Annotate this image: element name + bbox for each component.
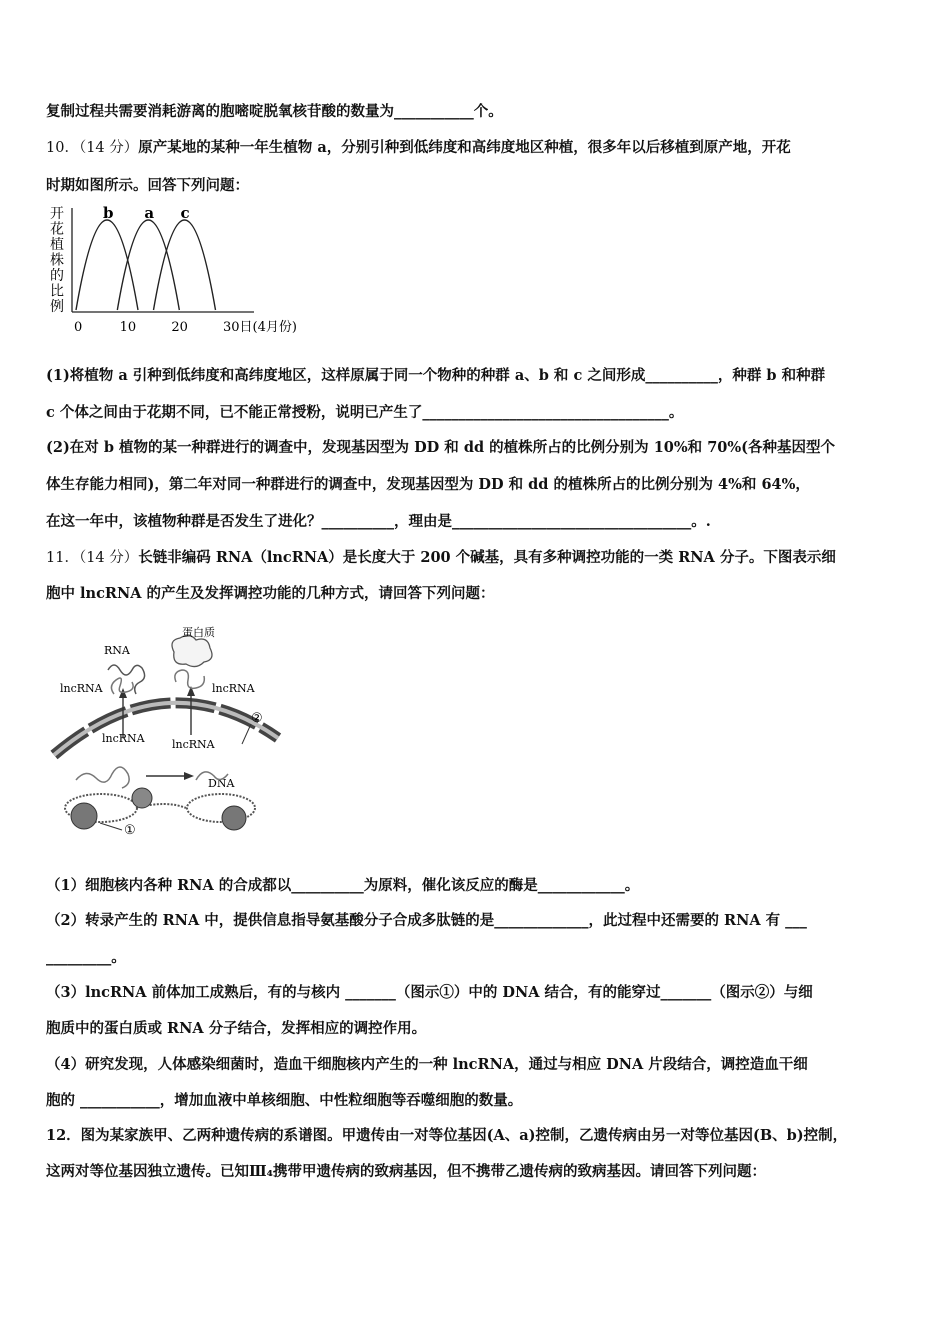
curve-label-c: c (180, 204, 190, 222)
q10-p1-line1: (1)将植物 a 引种到低纬度和高纬度地区，这样原属于同一个物种的种群 a、b 和 c 之间形成__________，种群 b 和种群 (46, 367, 826, 384)
process-arrowhead (184, 772, 194, 780)
q10-p2-line3: 在这一年中，该植物种群是否发生了进化？__________，理由是_________________________________。. (46, 513, 711, 530)
label-lncrna-top-right: lncRNA (212, 682, 255, 695)
q12-line2: 这两对等位基因独立遗传。已知Ⅲ₄携带甲遗传病的致病基因，但不携带乙遗传病的致病基因。请回答下列问题： (46, 1163, 767, 1180)
ylabel-char: 开 (50, 206, 64, 222)
q10-p2-line2: 体生存能力相同)，第二年对同一种群进行的调查中，发现基因型为 DD 和 dd 的植株所占的比例分别为 4%和 64%， (46, 476, 810, 493)
q11-p1: （1）细胞核内各种 RNA 的合成都以__________为原料，催化该反应的酶是____________。 (46, 877, 640, 894)
curve-label-b: b (103, 204, 114, 222)
ylabel-char: 例 (50, 299, 64, 315)
chart-ylabel (50, 206, 64, 315)
x-tick-label: 30日(4月份) (223, 320, 296, 335)
ylabel-char: 的 (50, 268, 64, 284)
nucleosome-left (71, 803, 97, 829)
q11-p4-line1: （4）研究发现，人体感染细菌时，造血干细胞核内产生的一种 lncRNA，通过与相应 DNA 片段结合，调控造血干细 (46, 1056, 808, 1073)
q12-line1: 12．图为某家族甲、乙两种遗传病的系谱图。甲遗传由一对等位基因(A、a)控制，乙遗传病由另一对等位基因(B、b)控制， (46, 1127, 848, 1144)
flowering-chart (46, 204, 296, 343)
ylabel-char: 比 (50, 283, 64, 300)
q11-p2-line2: _________。 (46, 949, 126, 966)
complex-left (132, 788, 152, 808)
curve-b (76, 220, 138, 310)
lncrna-diagram (46, 620, 286, 849)
marker-1: ① (124, 823, 136, 838)
ylabel-char: 植 (50, 237, 64, 253)
q10-number: 10． (46, 140, 79, 156)
label-lncrna-mid-left: lncRNA (102, 732, 145, 745)
q10-stem1: 原产某地的某种一年生植物 a，分别引种到低纬度和高纬度地区种植，很多年以后移植到原产地，开花 (138, 139, 791, 156)
q10-stem-line1 (46, 138, 791, 158)
pointer-1 (100, 823, 122, 830)
x-tick-label: 0 (74, 320, 83, 335)
label-protein: 蛋白质 (182, 626, 215, 639)
flowering-chart-svg (46, 204, 296, 339)
curve-a (117, 220, 179, 310)
lncrna-nuclear-left (76, 767, 129, 788)
lncrna-strand-right (175, 670, 204, 688)
curve-label-a: a (144, 204, 155, 222)
label-rna: RNA (104, 644, 130, 657)
q11-score: （14 分） (78, 550, 139, 566)
q10-p2-line1: (2)在对 b 植物的某一种群进行的调查中，发现基因型为 DD 和 dd 的植株所占的比例分别为 10%和 70%(各种基因型个 (46, 439, 836, 456)
nucleosome-right (222, 806, 246, 830)
q11-p3-line1: （3）lncRNA 前体加工成熟后，有的与核内 _______（图示①）中的 DNA 结合，有的能穿过_______（图示②）与细 (46, 984, 813, 1001)
ylabel-char: 株 (50, 252, 64, 269)
q10-p1-line2: c 个体之间由于花期不同，已不能正常授粉，说明已产生了__________________________________。 (46, 404, 684, 421)
curve-c (154, 220, 216, 310)
q10-score: （14 分） (78, 140, 139, 156)
q11-stem1: 长链非编码 RNA（lncRNA）是长度大于 200 个碱基，具有多种调控功能的一类 RNA 分子。下图表示细 (138, 549, 836, 566)
x-tick-label: 10 (119, 320, 137, 335)
nuclear-envelope-inner (54, 703, 278, 755)
label-dna: DNA (208, 777, 235, 790)
q11-p4-line2: 胞的 ___________，增加血液中单核细胞、中性粒细胞等吞噬细胞的数量。 (46, 1092, 523, 1109)
label-lncrna-mid-right: lncRNA (172, 738, 215, 751)
q11-p3-line2: 胞质中的蛋白质或 RNA 分子结合，发挥相应的调控作用。 (46, 1020, 427, 1037)
rna-strand (108, 665, 145, 694)
q11-number: 11． (46, 550, 79, 566)
q11-stem-line1 (46, 548, 836, 568)
q10-stem-line2: 时期如图所示。回答下列问题： (46, 177, 249, 194)
chart-curves (76, 204, 216, 310)
q11-p2-line1: （2）转录产生的 RNA 中，提供信息指导氨基酸分子合成多肽链的是_____________，此过程中还需要的 RNA 有 ___ (46, 912, 807, 929)
label-lncrna-top-left: lncRNA (60, 682, 103, 695)
ylabel-char: 花 (50, 221, 64, 238)
lncrna-diagram-svg (46, 620, 286, 845)
q9-tail-text: 复制过程共需要消耗游离的胞嘧啶脱氧核苷酸的数量为___________个。 (46, 103, 503, 120)
chart-xticks (74, 320, 296, 335)
pointer-2 (242, 724, 251, 744)
protein-blob (172, 635, 212, 666)
x-tick-label: 20 (171, 320, 188, 335)
marker-2: ② (251, 711, 263, 726)
q11-stem-line2: 胞中 lncRNA 的产生及发挥调控功能的几种方式，请回答下列问题： (46, 585, 495, 602)
